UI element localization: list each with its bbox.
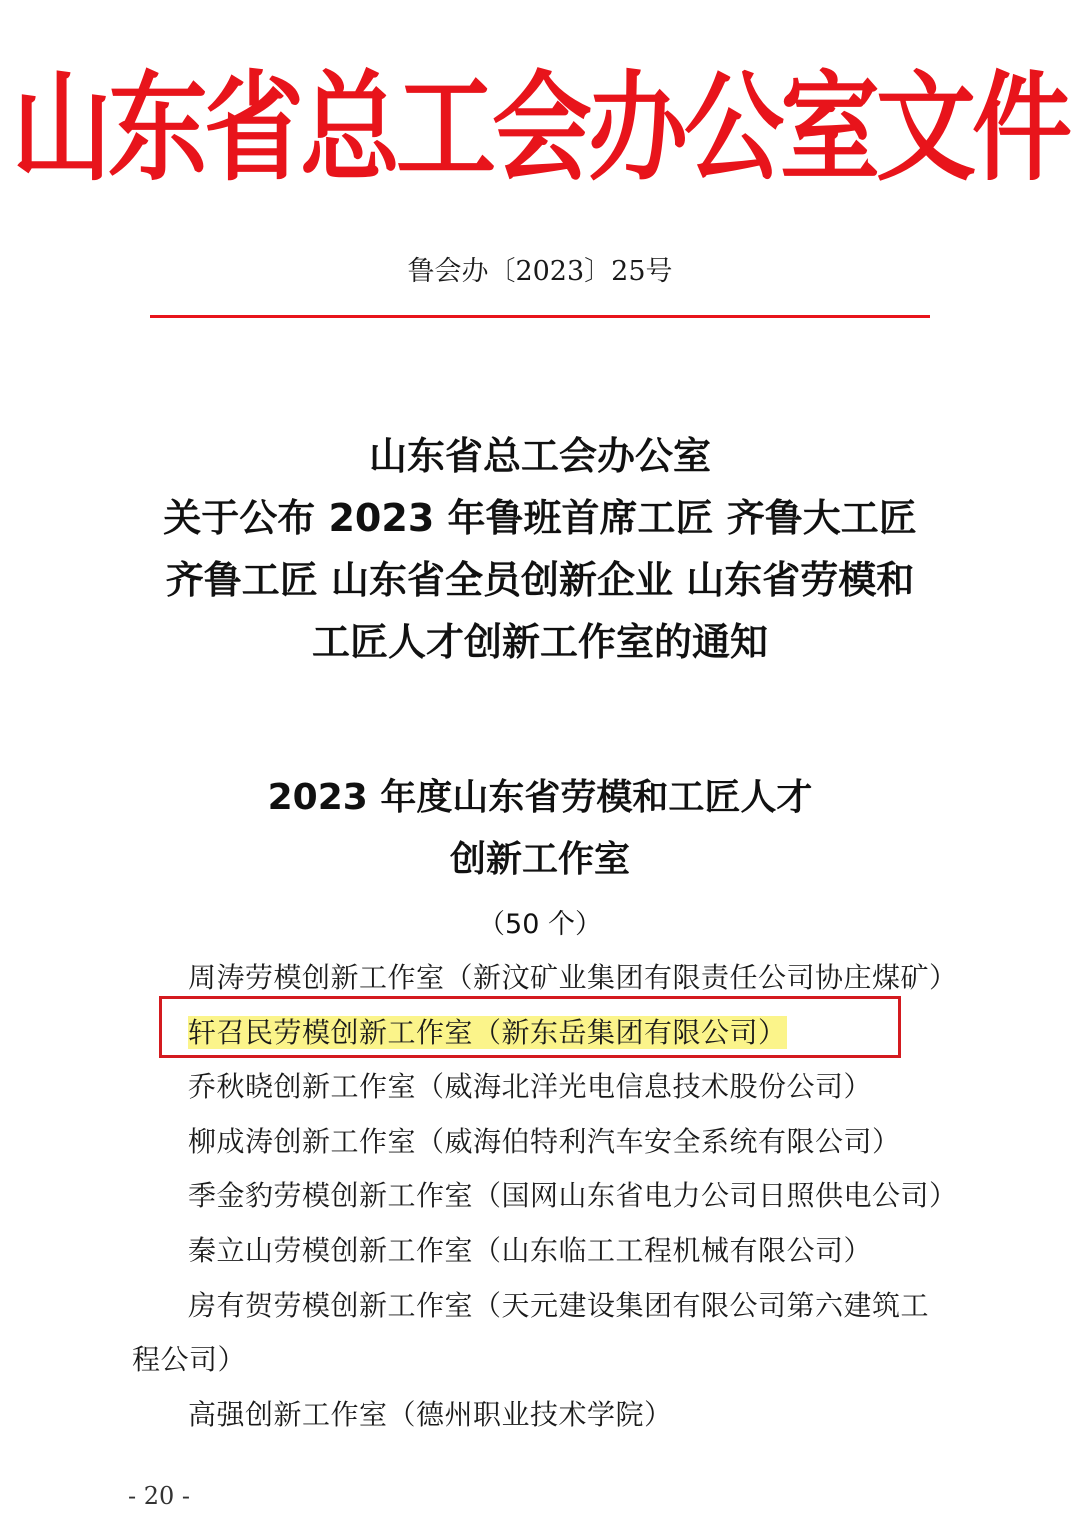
list-item <box>132 1388 952 1443</box>
notice-title <box>0 425 1080 673</box>
list-item-text: 秦立山劳模创新工作室（山东临工工程机械有限公司） <box>188 1233 873 1267</box>
list-item <box>132 1224 952 1279</box>
red-highlight-box <box>159 996 901 1058</box>
section-title-line: 创新工作室 <box>449 839 630 880</box>
red-divider-line <box>150 315 930 318</box>
list-item <box>132 1115 952 1170</box>
list-item-text: 季金豹劳模创新工作室（国网山东省电力公司日照供电公司） <box>188 1179 958 1213</box>
list-item <box>132 1060 952 1115</box>
notice-title-line: 关于公布 2023 年鲁班首席工匠 齐鲁大工匠 <box>163 496 917 540</box>
document-number: 鲁会办〔2023〕25号 <box>407 256 673 287</box>
page-number: - 20 - <box>128 1482 191 1510</box>
list-item <box>132 1279 952 1388</box>
list-item-text: 高强创新工作室（德州职业技术学院） <box>188 1397 673 1431</box>
notice-title-line: 工匠人才创新工作室的通知 <box>311 620 768 664</box>
document-masthead: 山东省总工会办公室文件 <box>12 59 1068 198</box>
studio-count: （50 个） <box>478 909 602 940</box>
list-item <box>132 1169 958 1224</box>
list-item-text: 柳成涛创新工作室（威海伯特利汽车安全系统有限公司） <box>188 1124 901 1158</box>
notice-title-line: 齐鲁工匠 山东省全员创新企业 山东省劳模和 <box>165 558 915 602</box>
notice-title-line: 山东省总工会办公室 <box>368 434 711 478</box>
list-item-text: 乔秋晓创新工作室（威海北洋光电信息技术股份公司） <box>188 1070 873 1104</box>
section-title-line: 2023 年度山东省劳模和工匠人才 <box>267 777 813 818</box>
highlighted-text: 轩召民劳模创新工作室（新东岳集团有限公司） <box>188 1015 787 1049</box>
section-title <box>0 767 1080 891</box>
list-item-text: 周涛劳模创新工作室（新汶矿业集团有限责任公司协庄煤矿） <box>188 961 958 994</box>
list-item-text: 房有贺劳模创新工作室（天元建设集团有限公司第六建筑工程公司） <box>132 1288 930 1377</box>
